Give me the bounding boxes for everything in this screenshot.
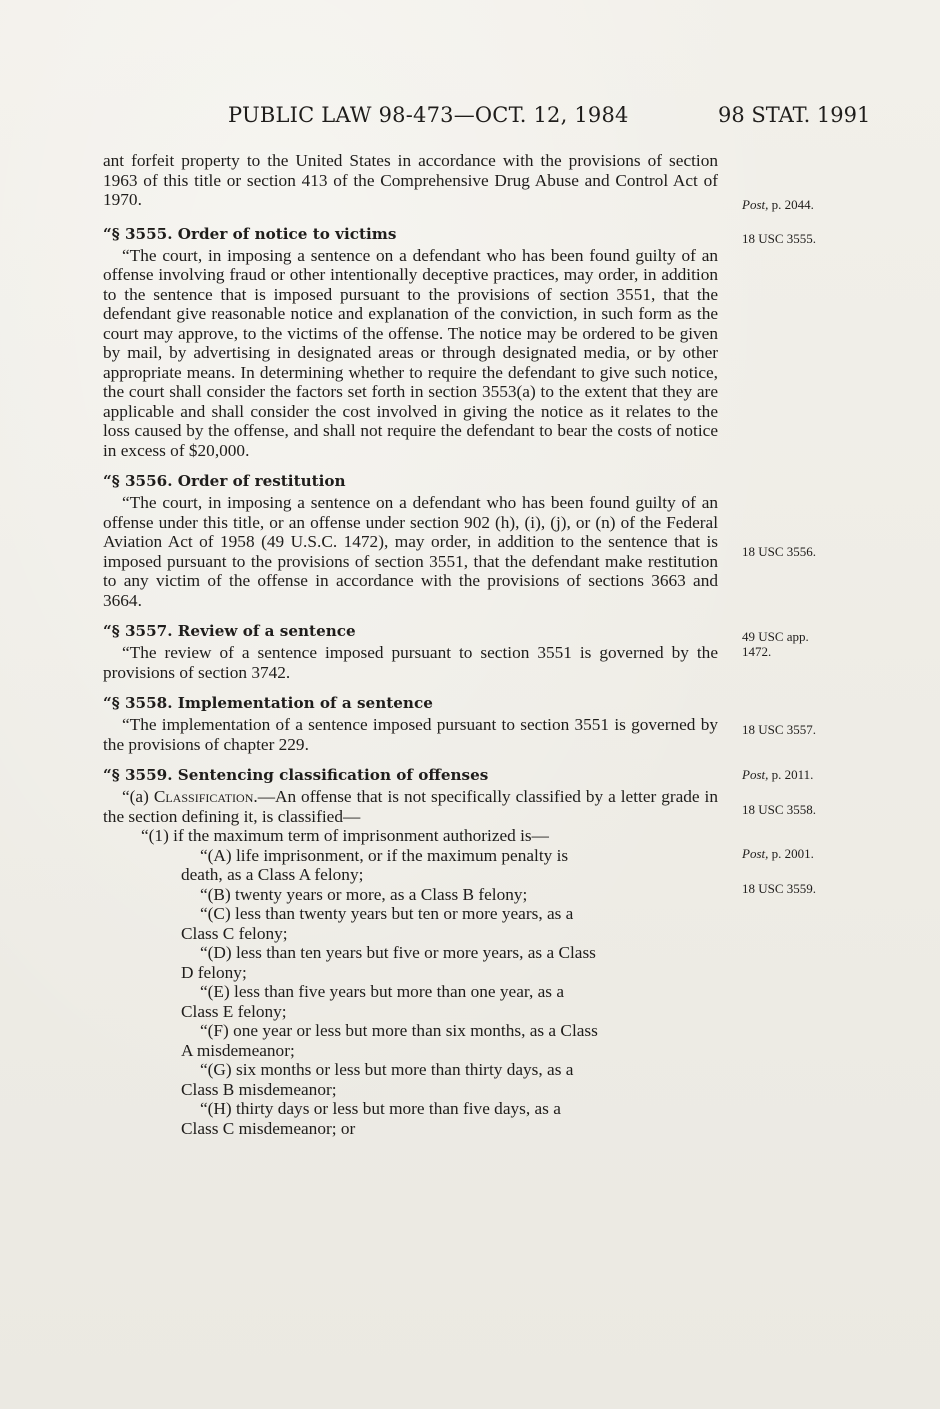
margin-note-usc-3557: 18 USC 3557. xyxy=(742,722,817,737)
list-item-F: “(F) one year or less but more than six months, as a Class A misdemeanor; xyxy=(181,1021,598,1060)
section-3558-heading: “§ 3558. Implementation of a sentence xyxy=(103,694,433,712)
list-item-B: “(B) twenty years or more, as a Class B felony; xyxy=(200,884,528,904)
running-header-law: PUBLIC LAW 98-473—OCT. 12, 1984 xyxy=(228,103,629,127)
intro-paragraph: ant forfeit property to the United States in accordance with the provisions of section 1963 of this title or section 413 of the Comprehensive Drug Abuse and Control Act of 1970. xyxy=(103,151,718,209)
list-item-C: “(C) less than twenty years but ten or more years, as a Class C felony; xyxy=(181,904,574,943)
list-item-D: “(D) less than ten years but five or more years, as a Class D felony; xyxy=(181,943,596,982)
section-3558-text: “The implementation of a sentence imposed pursuant to section 3551 is governed by the provisions of chapter 229. xyxy=(103,715,718,754)
section-3555-heading: “§ 3555. Order of notice to victims xyxy=(103,224,397,243)
subsection-a-prefix: “(a) xyxy=(122,787,154,806)
list-item-1: “(1) if the maximum term of imprisonment authorized is— xyxy=(141,826,549,845)
margin-note-post-2001: Post, p. 2001. xyxy=(742,846,814,861)
margin-note-usc-3559: 18 USC 3559. xyxy=(742,881,817,896)
margin-note-usc-3558: 18 USC 3558. xyxy=(742,802,817,817)
section-3559-heading: “§ 3559. Sentencing classification of offenses xyxy=(103,766,489,784)
margin-note-post-2011: Post, p. 2011. xyxy=(742,767,814,782)
section-3559-subsection-a xyxy=(103,787,718,826)
list-item-G: “(G) six months or less but more than thirty days, as a Class B misdemeanor; xyxy=(181,1060,574,1099)
margin-note-post-2044: Post, p. 2044. xyxy=(742,197,814,212)
margin-note-usc-3556: 18 USC 3556. xyxy=(742,544,817,559)
margin-note-usc-3555: 18 USC 3555. xyxy=(742,231,817,246)
list-item-E: “(E) less than five years but more than one year, as a Class E felony; xyxy=(181,982,564,1021)
subsection-a-label: Classification. xyxy=(153,787,258,806)
section-3556-heading: “§ 3556. Order of restitution xyxy=(103,472,346,490)
margin-note-usc-1472: 49 USC app. 1472. xyxy=(742,629,809,659)
section-3555-text: “The court, in imposing a sentence on a defendant who has been found guilty of an offense involving fraud or other intentionally deceptive practices, may order, in addition to the sentence that is imposed pursuant to the provisions of section 3551, that the defendant give reasonable notice and explanation of the conviction, in such form as the court may approve, to the victims of the offense. The notice may be ordered to be given by mail, by advertising in designated areas or through designated media, or by other appropriate means. In determining whether to require the defendant to give such notice, the court shall consider the factors set forth in section 3553(a) to the extent that they are applicable and shall consider the cost involved in giving the notice as it relates to the loss caused by the offense, and shall not require the defendant to bear the costs of notice in excess of $20,000. xyxy=(103,245,718,460)
running-header-stat: 98 STAT. 1991 xyxy=(718,103,871,127)
subsection-a-text: —An offense that is not specifically classified by a letter grade in the section defining it, is classified— xyxy=(103,787,719,826)
section-3557-heading: “§ 3557. Review of a sentence xyxy=(103,622,356,640)
section-3556-text: “The court, in imposing a sentence on a defendant who has been found guilty of an offense under this title, or an offense under section 902 (h), (i), (j), or (n) of the Federal Aviation Act of 1958 (49 U.S.C. 1472), may order, in addition to the sentence that is imposed pursuant to the provisions of section 3551, that the defendant make restitution to any victim of the offense in accordance with the provisions of sections 3663 and 3664. xyxy=(103,493,718,610)
section-3557-text: “The review of a sentence imposed pursuant to section 3551 is governed by the provisions of section 3742. xyxy=(103,643,718,682)
main-text-column xyxy=(103,151,718,1138)
list-item-A: “(A) life imprisonment, or if the maximum penalty is death, as a Class A felony; xyxy=(181,845,569,884)
list-item-H: “(H) thirty days or less but more than five days, as a Class C misdemeanor; or xyxy=(181,1099,561,1138)
